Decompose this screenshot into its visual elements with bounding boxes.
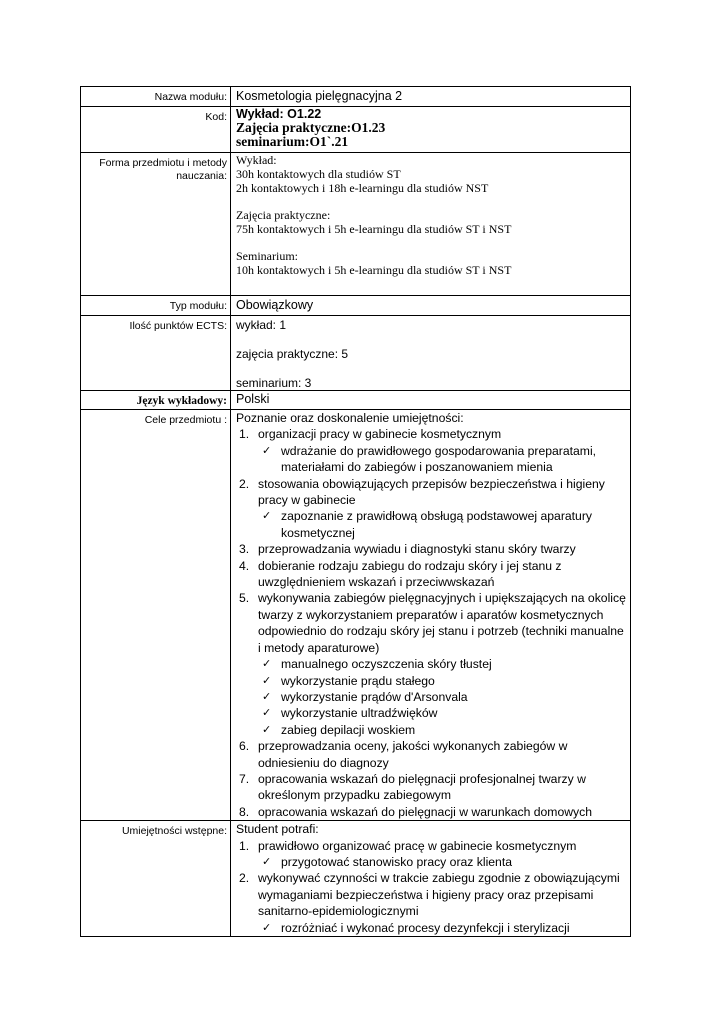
checkmark-icon: ✓ xyxy=(262,443,272,457)
label-forma: Forma przedmiotu i metody nauczania: xyxy=(81,153,231,296)
umiejetnosci-check-item xyxy=(236,920,626,936)
row-jezyk xyxy=(81,391,631,410)
row-umiejetnosci xyxy=(81,821,631,937)
cele-item-number: 8. xyxy=(239,804,250,819)
cele-item-text: organizacji pracy w gabinecie kosmetycznym xyxy=(258,427,502,442)
value-cele xyxy=(231,410,631,821)
umiejetnosci-item-number: 2. xyxy=(239,871,250,886)
module-card-table xyxy=(80,86,631,937)
cele-item xyxy=(236,558,626,591)
forma-line: 2h kontaktowych i 18h e-learningu dla studiów NST xyxy=(236,181,489,195)
cele-check-text: manualnego oczyszczenia skóry tłustej xyxy=(281,657,492,672)
cele-check-item xyxy=(236,508,626,541)
cele-item-text: opracowania wskazań do pielęgnacji w warunkach domowych xyxy=(258,804,592,819)
label-ects: Ilość punktów ECTS: xyxy=(81,316,231,391)
cele-item-number: 2. xyxy=(239,476,250,491)
umiejetnosci-item xyxy=(236,838,626,854)
row-ects xyxy=(81,316,631,391)
umiejetnosci-intro: Student potrafi: xyxy=(236,822,319,837)
code-seminarium: seminarium:O1`.21 xyxy=(236,134,349,149)
umiejetnosci-check-text: przygotować stanowisko pracy oraz klienta xyxy=(281,854,512,869)
row-cele xyxy=(81,410,631,821)
cele-check-text: zabieg depilacji woskiem xyxy=(281,722,416,737)
cele-check-text: wykorzystanie prądów d'Arsonvala xyxy=(281,689,468,704)
umiejetnosci-item xyxy=(236,870,626,919)
cele-item xyxy=(236,738,626,771)
umiejetnosci-item-text: prawidłowo organizować pracę w gabinecie kosmetycznym xyxy=(258,838,577,853)
checkmark-icon: ✓ xyxy=(262,689,272,703)
cele-check-text: wdrażanie do prawidłowego gospodarowania preparatami, materiałami do zabiegów i poszanowaniem mienia xyxy=(281,443,597,475)
cele-check-text: wykorzystanie ultradźwięków xyxy=(281,706,438,721)
cele-list xyxy=(236,426,626,820)
cele-item xyxy=(236,426,626,442)
umiejetnosci-item-number: 1. xyxy=(239,838,250,853)
cele-item xyxy=(236,476,626,509)
forma-line: Wykład: xyxy=(236,153,277,167)
cele-check-item xyxy=(236,722,626,738)
label-typ: Typ modułu: xyxy=(81,296,231,316)
cele-check-text: wykorzystanie prądu stałego xyxy=(281,673,435,688)
cele-check-item xyxy=(236,443,626,476)
umiejetnosci-list xyxy=(236,838,626,936)
forma-line: Seminarium: xyxy=(236,249,298,263)
cele-item-number: 5. xyxy=(239,591,250,606)
label-kod: Kod: xyxy=(81,107,231,153)
cele-item-text: dobieranie rodzaju zabiegu do rodzaju skóry i jej stanu z uwzględnieniem wskazań i przeciwwskazań xyxy=(258,558,562,590)
checkmark-icon: ✓ xyxy=(262,673,272,687)
row-forma xyxy=(81,153,631,296)
label-cele: Cele przedmiotu : xyxy=(81,410,231,821)
cele-item xyxy=(236,771,626,804)
label-jezyk: Język wykładowy: xyxy=(81,391,231,410)
cele-item-text: stosowania obowiązujących przepisów bezpieczeństwa i higieny pracy w gabinecie xyxy=(258,476,605,508)
cele-item-number: 4. xyxy=(239,558,250,573)
cele-item-number: 6. xyxy=(239,739,250,754)
cele-check-item xyxy=(236,689,626,705)
ects-seminarium: seminarium: 3 xyxy=(236,376,312,390)
value-ects xyxy=(231,316,631,391)
cele-item-text: opracowania wskazań do pielęgnacji profesjonalnej twarzy w określonym przypadku zabiegowym xyxy=(258,771,586,803)
cele-item-text: wykonywania zabiegów pielęgnacyjnych i upiększających na okolicę twarzy z wykorzystaniem preparatów i aparatów kosmetycznych odpowiednio do rodzaju skóry jej stanu i potrzeb (techniki manualne i metody aparaturowe) xyxy=(258,591,626,655)
cele-item xyxy=(236,590,626,656)
value-umiejetnosci xyxy=(231,821,631,937)
umiejetnosci-check-item xyxy=(236,854,626,870)
cele-item-number: 3. xyxy=(239,542,250,557)
value-typ: Obowiązkowy xyxy=(231,296,631,316)
checkmark-icon: ✓ xyxy=(262,854,272,868)
ects-zajecia: zajęcia praktyczne: 5 xyxy=(236,347,349,361)
value-forma xyxy=(231,153,631,296)
forma-line: 75h kontaktowych i 5h e-learningu dla studiów ST i NST xyxy=(236,222,512,236)
forma-line: 30h kontaktowych dla studiów ST xyxy=(236,167,401,181)
label-nazwa: Nazwa modułu: xyxy=(81,87,231,107)
code-zajecia: Zajęcia praktyczne:O1.23 xyxy=(236,120,386,135)
cele-item-number: 7. xyxy=(239,771,250,786)
umiejetnosci-check-text: rozróżniać i wykonać procesy dezynfekcji i sterylizacji xyxy=(281,920,570,935)
cele-item xyxy=(236,541,626,557)
checkmark-icon: ✓ xyxy=(262,920,272,934)
cele-check-item xyxy=(236,673,626,689)
row-nazwa xyxy=(81,87,631,107)
cele-item-text: przeprowadzania wywiadu i diagnostyki stanu skóry twarzy xyxy=(258,542,576,557)
cele-check-item xyxy=(236,656,626,672)
cele-check-text: zapoznanie z prawidłową obsługą podstawowej aparatury kosmetycznej xyxy=(281,509,592,540)
value-kod xyxy=(231,107,631,153)
forma-gap xyxy=(236,195,626,208)
cele-item xyxy=(236,804,626,820)
forma-line: 10h kontaktowych i 5h e-learningu dla studiów ST i NST xyxy=(236,263,512,277)
cele-item-text: przeprowadzania oceny, jakości wykonanych zabiegów w odniesieniu do diagnozy xyxy=(258,739,568,770)
umiejetnosci-item-text: wykonywać czynności w trakcie zabiegu zgodnie z obowiązującymi wymaganiami bezpieczeństwa i higieny pracy oraz przepisami sanitarno-epidemiologicznymi xyxy=(258,871,620,919)
checkmark-icon: ✓ xyxy=(262,657,272,671)
cele-intro: Poznanie oraz doskonalenie umiejętności: xyxy=(236,411,464,425)
label-umiejetnosci: Umiejętności wstępne: xyxy=(81,821,231,937)
code-wyklad: Wykład: O1.22 xyxy=(236,107,322,121)
checkmark-icon: ✓ xyxy=(262,509,272,523)
value-nazwa xyxy=(231,87,631,107)
ects-wyklad: wykład: 1 xyxy=(236,318,287,332)
cele-check-item xyxy=(236,705,626,721)
cele-item-number: 1. xyxy=(239,427,250,442)
module-name: Kosmetologia pielęgnacyjna 2 xyxy=(236,89,403,103)
value-jezyk: Polski xyxy=(231,391,631,410)
checkmark-icon: ✓ xyxy=(262,722,272,736)
row-kod xyxy=(81,107,631,153)
forma-gap xyxy=(236,236,626,249)
forma-line: Zajęcia praktyczne: xyxy=(236,208,331,222)
checkmark-icon: ✓ xyxy=(262,706,272,720)
row-typ xyxy=(81,296,631,316)
